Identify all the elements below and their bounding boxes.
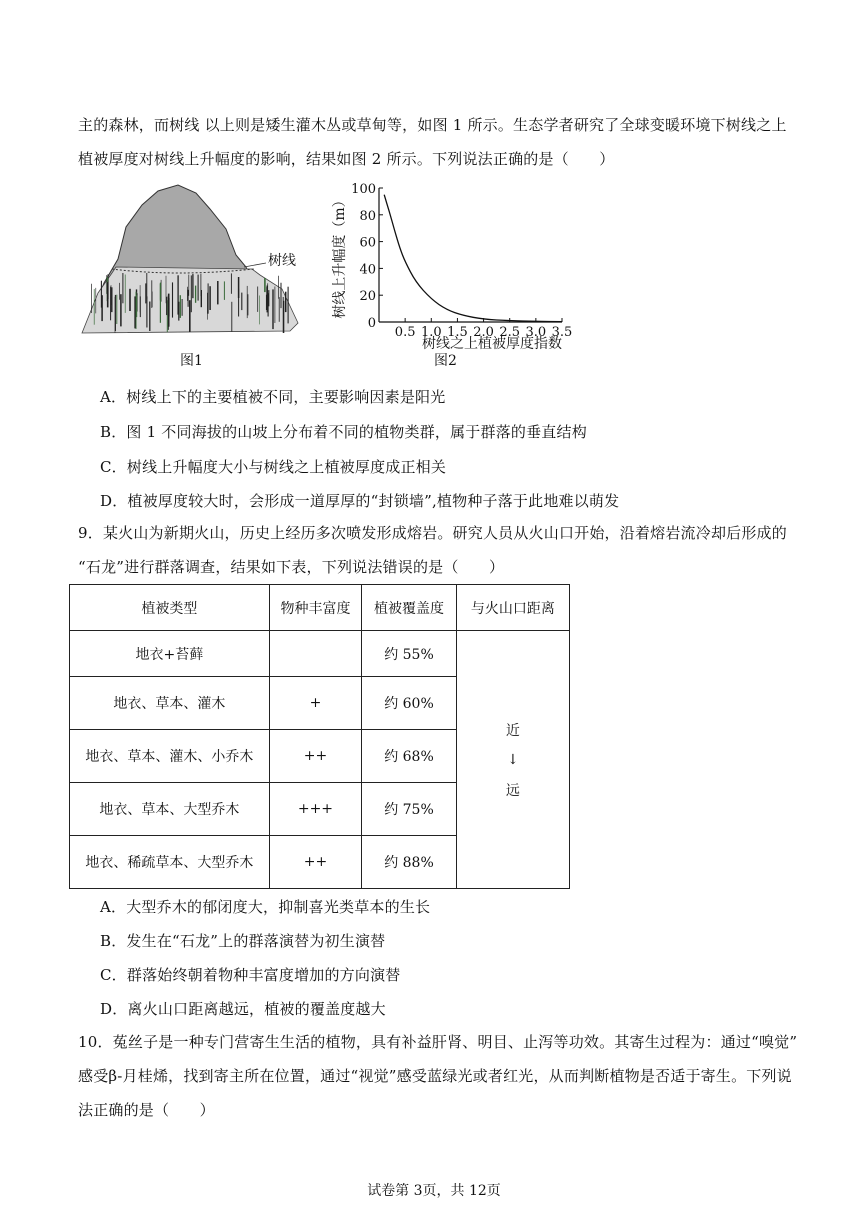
tree-line-label: 树线 — [268, 253, 296, 269]
cell-vegetation: 地衣、稀疏草本、大型乔木 — [70, 836, 270, 889]
q8-option-c: C．树线上升幅度大小与树线之上植被厚度成正相关 — [100, 458, 447, 476]
q10-stem-line3: 法正确的是（ ） — [78, 1101, 215, 1119]
figure-1-caption: 图1 — [180, 353, 203, 369]
q8-option-a: A．树线上下的主要植被不同，主要影响因素是阳光 — [100, 388, 446, 406]
x-tick-label: 2.0 — [473, 325, 494, 340]
x-tick-label: 1.5 — [447, 325, 468, 340]
header-coverage: 植被覆盖度 — [362, 585, 457, 631]
distance-near: 近 — [505, 722, 520, 739]
cell-vegetation: 地衣+苔藓 — [70, 631, 270, 677]
y-tick-label: 20 — [359, 289, 376, 305]
header-distance: 与火山口距离 — [456, 585, 569, 631]
figure-2-caption: 图2 — [434, 353, 457, 369]
x-tick-label: 1.0 — [420, 325, 442, 340]
y-tick-label: 60 — [359, 235, 376, 251]
figure-1-mountain — [76, 183, 306, 343]
cell-coverage: 约 55% — [362, 631, 457, 677]
y-tick-label: 40 — [359, 262, 376, 278]
q9-option-b: B．发生在“石龙”上的群落演替为初生演替 — [100, 932, 386, 950]
cell-vegetation: 地衣、草本、大型乔木 — [70, 783, 270, 836]
q10-stem-line1: 10．菟丝子是一种专门营寄生生活的植物，具有补益肝肾、明目、止泻等功效。其寄生过程为：通过“嗅觉” — [78, 1033, 798, 1051]
table-header-row — [70, 585, 570, 631]
curve-series — [384, 195, 562, 322]
survey-table — [69, 584, 570, 889]
y-tick-label: 100 — [351, 182, 376, 197]
cell-richness — [269, 631, 362, 677]
cell-coverage: 约 68% — [362, 730, 457, 783]
cell-coverage: 约 88% — [362, 836, 457, 889]
y-tick-label: 0 — [367, 316, 376, 331]
figure-2-chart — [330, 176, 580, 358]
x-tick-label: 3.5 — [551, 325, 573, 340]
cell-vegetation: 地衣、草本、灌木、小乔木 — [70, 730, 270, 783]
q10-stem-line2: 感受β-月桂烯，找到寄主所在位置，通过“视觉”感受蓝绿光或者红光，从而判断植物是否适于寄生。下列说 — [78, 1067, 792, 1085]
distance-far: 远 — [505, 782, 520, 799]
distance-arrow: ↓ — [507, 751, 519, 768]
page-footer: 试卷第 3页，共 12页 — [367, 1183, 501, 1199]
cell-richness: +++ — [269, 783, 362, 836]
x-axis-label: 树线之上植被厚度指数 — [422, 336, 562, 352]
q9-stem-line2: “石龙”进行群落调查，结果如下表，下列说法错误的是（ ） — [78, 558, 505, 576]
cell-richness: ++ — [269, 836, 362, 889]
q9-stem-line1: 9．某火山为新期火山，历史上经历多次喷发形成熔岩。研究人员从火山口开始，沿着熔岩流冷却后形成的 — [78, 524, 787, 542]
cell-vegetation: 地衣、草本、灌木 — [70, 677, 270, 730]
table-row — [70, 631, 570, 677]
cell-coverage: 约 60% — [362, 677, 457, 730]
x-tick-label: 2.5 — [499, 325, 521, 340]
cell-coverage: 约 75% — [362, 783, 457, 836]
q9-option-d: D．离火山口距离越远，植被的覆盖度越大 — [100, 1000, 386, 1018]
cell-richness: ++ — [269, 730, 362, 783]
q8-stem-line1: 主的森林，而树线 以上则是矮生灌木丛或草甸等，如图 1 所示。生态学者研究了全球变暖环境下树线之上 — [78, 116, 787, 134]
q9-option-a: A．大型乔木的郁闭度大，抑制喜光类草本的生长 — [100, 898, 431, 916]
x-tick-label: 3.0 — [525, 325, 547, 340]
y-axis-label: 树线上升幅度（m） — [332, 193, 348, 319]
q8-stem-line2: 植被厚度对树线上升幅度的影响，结果如图 2 所示。下列说法正确的是（ ） — [78, 150, 615, 168]
header-vegetation-type: 植被类型 — [70, 585, 270, 631]
q9-option-c: C．群落始终朝着物种丰富度增加的方向演替 — [100, 966, 401, 984]
x-tick-label: 0.5 — [394, 325, 416, 340]
y-tick-label: 80 — [359, 208, 376, 224]
q8-option-d: D．植被厚度较大时，会形成一道厚厚的“封锁墙”,植物种子落于此地难以萌发 — [100, 492, 620, 510]
cell-distance — [456, 631, 569, 889]
q8-option-b: B．图 1 不同海拔的山坡上分布着不同的植物类群，属于群落的垂直结构 — [100, 423, 587, 441]
header-species-richness: 物种丰富度 — [269, 585, 362, 631]
cell-richness: + — [269, 677, 362, 730]
